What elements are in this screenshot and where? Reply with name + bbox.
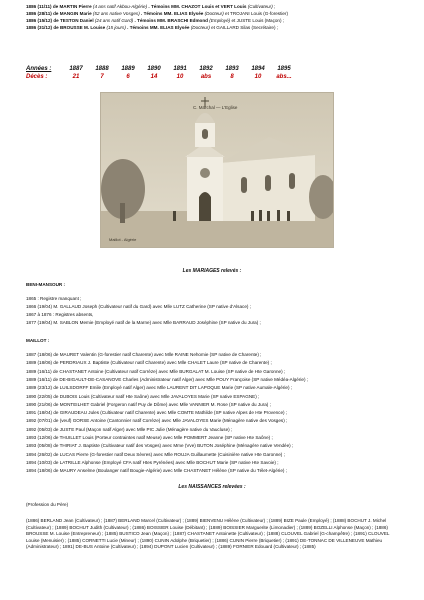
- deces-note: (15 jours): [106, 25, 126, 30]
- beni-mansour-line: 1865 : Registre manquant ;: [26, 296, 82, 301]
- deces-count-cell: 6: [126, 74, 130, 80]
- deces-end: et TROJANI Louis (G-forestier): [225, 11, 288, 16]
- year-cell: 1889: [121, 66, 135, 72]
- photo-caption-bottom: Maillot - Algérie: [109, 237, 137, 242]
- deces-witness-note: (Docteur): [204, 11, 224, 16]
- mariage-entry: 1892 (05/03) de JUSTE Paul (Maçon natif Alger) avec Mlle PIC Julie (Ménagère native du Vaucluse) ;: [26, 426, 233, 432]
- mariage-entry: 1894 (10/03) de LATRILLE Alphonse (Employé CFA natif Htes Pyrénées) avec Mlle BOCHUT Marie (SP native Hte Savoie) ;: [26, 459, 279, 465]
- church-photo-drawing: [101, 93, 333, 247]
- deces-end: et JUSTE Louis (Maçon) ;: [231, 18, 285, 23]
- deces-name: de BROUSSE M. Louise: [53, 25, 106, 30]
- maillot-title: MAILLOT :: [26, 338, 50, 343]
- deces-witness-note: (Cultivateur): [247, 4, 273, 9]
- mariage-entry: 1889 (18/06) de PERDRIAUX J. Baptiste (Cultivateur natif Charente) avec Mlle CHALET Laure (SP native de Charente) ;: [26, 360, 272, 366]
- mariage-entry: 1889 (23/12) de LUILSDORFF Emile (Employé natif Alger) avec Mlle LAURENT DIT LAPOQUE Marie (SP native Aumale-Algérie) ;: [26, 385, 293, 391]
- deces-witness-note: (Docteur): [190, 25, 210, 30]
- mariage-entry: 1889 (16/11) de CHASTANET Antoine (Cultivateur natif Corrèze) avec Mlle BURGALAT M. Louise (SP native de Hte Garonne) ;: [26, 368, 286, 374]
- deces-entry: [26, 25, 278, 31]
- deces-date: 1886 (15/12): [26, 18, 53, 23]
- deces-entry: [26, 4, 275, 10]
- deces-date: 1886 (11/11): [26, 4, 52, 9]
- year-cell: 1894: [251, 66, 265, 72]
- deces-label: Décès :: [26, 74, 48, 80]
- year-cell: 1890: [147, 66, 161, 72]
- deces-name: de MANGIN Marie: [53, 11, 92, 16]
- mariage-entry: 1887 (18/06) de MAURET Valentin (G-forestier natif Charente) avec Mlle RAINE Nehomie (SP native de Charente) ;: [26, 352, 262, 357]
- deces-end: et GAILLARD Silas (Secrétaire) ;: [211, 25, 279, 30]
- deces-witness: . Témoins MM. ELIAS Elysée: [141, 11, 204, 16]
- mariages-title: Les MARIAGES relevés :: [182, 268, 242, 274]
- mariage-entry: 1892 (07/01) de (veuf) GORSE Antoine (Cantonnier natif Corrèze) avec Mlle JAVALOYES Marie (Ménagère native des Vosges) ;: [26, 418, 288, 424]
- beni-mansour-line: 1867 à 1876 : Registres absents,: [26, 312, 94, 317]
- deces-note: (52 ans native Vosges): [92, 11, 140, 16]
- deces-witness: . Témoins MM. BRASCHI Edmond: [134, 18, 208, 23]
- year-cell: 1893: [225, 66, 239, 72]
- deces-witness: . Témoins MM. ELIAS Elysée: [127, 25, 190, 30]
- deces-entry: [26, 18, 284, 24]
- deces-count-cell: abs: [200, 74, 212, 80]
- beni-mansour-title: BENI-MANSOUR :: [26, 282, 66, 287]
- deces-note: (24 ans natif Gard): [94, 18, 134, 23]
- mariage-entry: 1893 (05/08) de THIRIAT J. Baptiste (Cultivateur natif des Vosges) avec Mme (Vve) BUTON Joséphine (Ménagère native Vendée) ;: [26, 443, 294, 449]
- deces-count-cell: 10: [176, 74, 184, 80]
- beni-mansour-line: 1866 (19/04) M. GALLAUD Joseph (Cultivateur natif du Gard) avec Mlle LUTZ Catherine (SP native d'Alsace) ;: [26, 304, 251, 309]
- naissances-paragraph: (1886) BERLAND Jean (Cultivateur) ; (1887) BERLAND Marcel (Cultivateur) ; (1889) BIENVENU Hélène (Cultivateur) ; (1889) BIZE Paule (Employé) ; (1888) BOCHUT J. Michel (Cultivateur) ; (1889) BOCHUT Judith (Cultivateur) ; (1886) BOISSIER Louise (Débitant) ; (1889) BOISSIER Marguerite (Limonadier) ; (1889) BOZELLI Alphonse (Maçon) ; (1886) BROUSSE M. Louise (Entrepreneur) ; (1885) BUSTICO Jean (Maçon) ; (1887) CHASTANET Antoinette (Cultivateur) ; (1888) CLOUVEL Gabriel (G-champêtre) ; (1891) CLOUVEL Louise (Menuisier) ; (1885) CORNETTI Lucie (Mineur) ; (1890) CUNIN Adolphe (Briquetier) ; (1886) CUNIN Pierre (Briquetier) ; (1891) DE-TONNAC DE VILLENEUVE Mathieu (Administrateur) ; 1891) DE-BUS Antoine (Cultivateur) ; (1894) DUPONT Lucien (Cultivateur) ; (1889) FORNIER Edouard (Cultivateur) ; (1885): [26, 518, 390, 550]
- deces-count-cell: abs...: [276, 74, 292, 80]
- mariage-entry: 1890 (22/05) de DUBOIS Louis (Cultivateur natif Hte Saône) avec Mlle JAVALOYES Marie (SP native ESPAGNE) ;: [26, 393, 260, 399]
- year-cell: 1892: [199, 66, 213, 72]
- deces-name: de MARTIN Pierre: [52, 4, 92, 9]
- deces-witness-note: (Employé): [209, 18, 231, 23]
- beni-mansour-line: 1877 (19/04) M. SABLON Memie (Employé natif de la Marne) avec Mlle BARRAUD Joséphine (SP native du Jura) ;: [26, 320, 261, 325]
- deces-count-cell: 10: [254, 74, 262, 80]
- mariage-entry: 1891 (18/04) de GIRAUDEAU Jules (Cultivateur natif Charente) avec Mlle COMTE Mathilde (SP native Alpes de Hte Provence) ;: [26, 410, 288, 416]
- church-photo: [100, 92, 334, 248]
- year-cell: 1895: [277, 66, 291, 72]
- year-cell: 1891: [173, 66, 187, 72]
- year-cell: 1888: [95, 66, 109, 72]
- mariage-entry: 1890 (21/06) de MONTEILHET Gabriel (Forgeron natif Puy de Dôme) avec Mlle VANNIER M. Rose (SP native du Jura) ;: [26, 401, 271, 407]
- deces-count-cell: 14: [150, 74, 158, 80]
- mariage-entry: 1894 (18/06) de MAURY Anselme (Boulanger natif Bougie-Algérie) avec Mlle CHASTANET Hélène (SP native du Télet-Algérie) ;: [26, 468, 287, 474]
- annees-label: Années :: [26, 66, 52, 72]
- deces-name: de TESTON Daniel: [53, 18, 94, 23]
- deces-date: 1886 (31/12): [26, 25, 53, 30]
- deces-entry: [26, 11, 288, 17]
- deces-count-cell: 21: [72, 74, 80, 80]
- mariage-entry: 1894 (26/02) de LUCAS Pierre (G-forestier natif Deux Sèvres) avec Mlle ROUJA Guillaumette (Cuisinière native Hte Garonne) ;: [26, 451, 285, 457]
- year-cell: 1887: [69, 66, 83, 72]
- deces-end: ;: [274, 4, 276, 9]
- naissances-title: Les NAISSANCES relevées :: [178, 484, 246, 490]
- mariage-entry: 1889 (16/11) de DE-BIGAULT-DE-CASANOVE Charles (Administrateur natif Alger) avec Mlle POUY Françoise (SP native Médéa-Algérie) ;: [26, 376, 309, 382]
- deces-count-cell: 7: [100, 74, 104, 80]
- deces-witness: . Témoins MM. CHAZOT Louis et VERT Louis: [148, 4, 247, 9]
- deces-date: 1886 (28/11): [26, 11, 52, 16]
- profession-note: (Profession du Père): [26, 502, 69, 507]
- mariage-entry: 1893 (12/06) de THUILLET Louis (Porteur contraintes natif Meuse) avec Mlle POMMERT Jeanne (SP native Hte Saône) ;: [26, 435, 273, 440]
- deces-count-cell: 8: [230, 74, 234, 80]
- deces-note: (4 ans natif Akbou-Algérie): [92, 4, 148, 9]
- photo-caption-top: C. Marchal — L'Eglise: [193, 105, 238, 110]
